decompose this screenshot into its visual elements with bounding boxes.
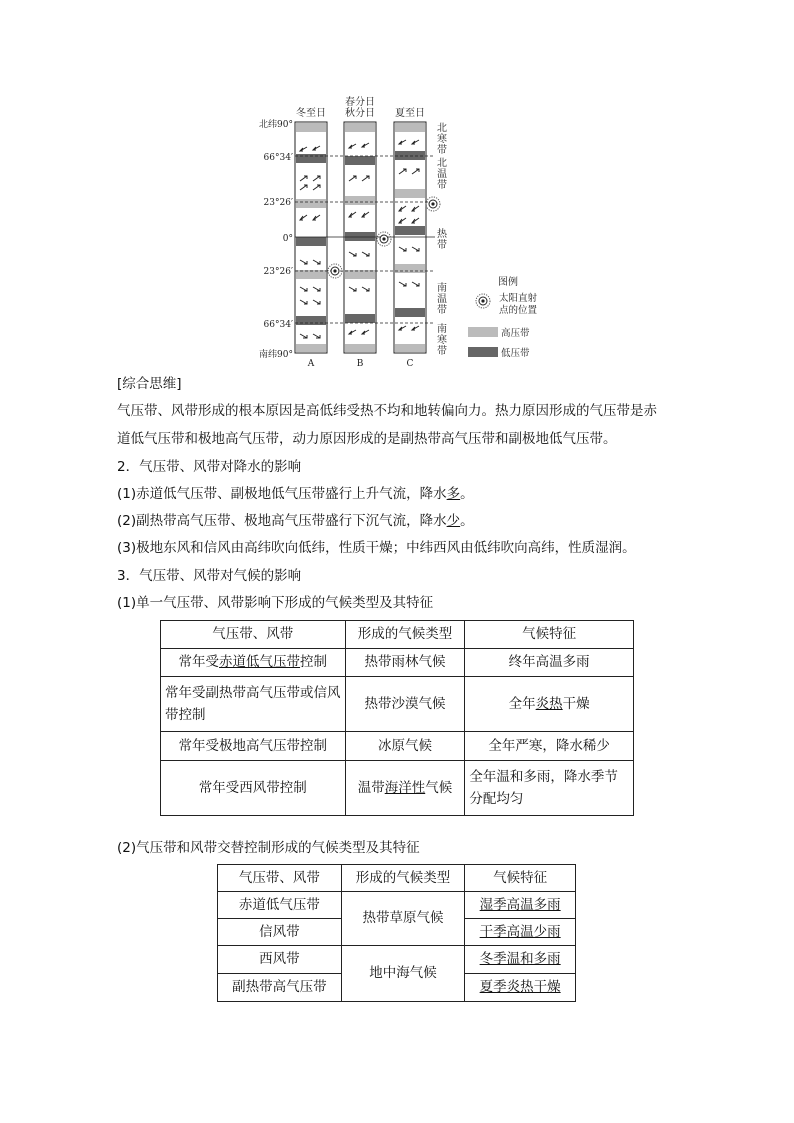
text: (1)赤道低气压带、副极地低气压带盛行上升气流，降水 <box>117 486 447 502</box>
underlined-answer: 多 <box>446 486 461 502</box>
underlined-answer: 海洋性 <box>384 779 426 796</box>
text: 。 <box>460 513 474 529</box>
zone-north-frigid: 北 <box>437 123 447 134</box>
sub-heading-2: (2)气压带和风带交替控制形成的气候类型及其特征 <box>117 840 420 856</box>
lat-label: 0° <box>282 234 293 244</box>
table-header: 气候特征 <box>465 865 576 892</box>
paragraph-line: 道低气压带和极地高气压带，动力原因形成的是副热带高气压带和副极地低气压带。 <box>117 431 617 447</box>
column-b <box>344 122 376 353</box>
table-cell: 全年严寒，降水稀少 <box>465 732 634 761</box>
table-cell: 热带沙漠气候 <box>345 677 465 732</box>
text: (2)副热带高气压带、极地高气压带盛行下沉气流，降水 <box>117 513 447 529</box>
col-header-c: 夏至日 <box>395 108 425 119</box>
legend-low-label: 低压带 <box>501 348 530 359</box>
zone-labels <box>437 122 448 357</box>
underlined-answer: 冬季温和多雨 <box>479 951 561 967</box>
underlined-answer: 赤道低气压带 <box>219 654 301 670</box>
sun-direct-point-icon <box>377 232 391 246</box>
table-cell: 冰原气候 <box>345 732 465 761</box>
list-item-1 <box>117 485 474 503</box>
col-footer-a: A <box>307 359 315 369</box>
legend-sun-line2: 点的位置 <box>499 305 538 316</box>
lat-label: 23°26′ <box>263 198 293 208</box>
list-item-3: (3)极地东风和信风由高纬吹向低纬，性质干燥；中纬西风由低纬吹向高纬，性质湿润。 <box>117 540 636 556</box>
table-cell: 副热带高气压带 <box>218 974 342 1002</box>
list-item-2 <box>117 512 474 530</box>
pressure-wind-belt-diagram <box>250 94 560 372</box>
legend-sun-line1: 太阳直射 <box>499 293 538 304</box>
table-header: 气压带、风带 <box>161 621 346 649</box>
heading-3: 3．气压带、风带对气候的影响 <box>117 568 302 584</box>
zone-south-frigid: 寒 <box>437 335 447 346</box>
climate-table-alternating <box>217 864 576 1002</box>
table-cell <box>465 946 576 974</box>
zone-south-temperate: 南 <box>437 283 447 294</box>
legend-low-swatch <box>468 347 498 357</box>
text: 温带 <box>357 779 385 796</box>
legend <box>468 275 538 359</box>
lat-label: 66°34′ <box>263 153 293 163</box>
heading-2: 2．气压带、风带对降水的影响 <box>117 459 302 475</box>
lat-label: 23°26′ <box>263 267 293 277</box>
underlined-answer: 少 <box>446 513 461 529</box>
text: 全年 <box>508 695 536 712</box>
lat-label: 南纬90° <box>259 350 293 360</box>
zone-north-frigid: 带 <box>437 145 447 156</box>
paragraph-line: 气压带、风带形成的根本原因是高低纬受热不均和地转偏向力。热力原因形成的气压带是赤 <box>117 403 657 419</box>
sun-direct-point-icon <box>476 294 490 308</box>
zone-north-temperate: 带 <box>437 180 447 191</box>
latitude-labels <box>259 118 293 360</box>
zone-north-temperate: 温 <box>437 169 447 180</box>
col-header-b-line1: 春分日 <box>345 97 375 108</box>
table-header: 形成的气候类型 <box>341 865 465 892</box>
text: 控制 <box>300 654 328 670</box>
col-footer-c: C <box>406 359 414 369</box>
table-cell <box>465 677 634 732</box>
text: 干燥 <box>562 695 590 712</box>
climate-table-single <box>160 620 634 816</box>
table-header: 气候特征 <box>465 621 634 649</box>
text: 。 <box>460 486 474 502</box>
table-cell <box>465 919 576 946</box>
table-cell: 常年受极地高气压带控制 <box>161 732 346 761</box>
table-cell <box>345 761 465 816</box>
underlined-answer: 炎热 <box>535 695 563 712</box>
table-header: 气压带、风带 <box>218 865 342 892</box>
legend-high-label: 高压带 <box>501 328 530 339</box>
table-cell <box>465 892 576 919</box>
sun-direct-point-icon <box>426 197 440 211</box>
table-cell: 全年温和多雨，降水季节分配均匀 <box>465 761 634 816</box>
lat-label: 北纬90° <box>259 120 293 130</box>
sub-heading-1: (1)单一气压带、风带影响下形成的气候类型及其特征 <box>117 595 434 611</box>
zone-south-temperate: 带 <box>437 305 447 316</box>
table-cell: 赤道低气压带 <box>218 892 342 919</box>
underlined-answer: 湿季高温多雨 <box>479 896 561 913</box>
table-cell-merged: 地中海气候 <box>341 946 465 1002</box>
table-cell: 信风带 <box>218 919 342 946</box>
text: 气候 <box>425 779 453 796</box>
section-title: [综合思维] <box>117 376 182 392</box>
legend-title: 图例 <box>498 277 518 288</box>
lat-label: 66°34′ <box>263 320 293 330</box>
underlined-answer: 夏季炎热干燥 <box>479 979 561 995</box>
col-header-b-line2: 秋分日 <box>345 108 375 119</box>
zone-south-temperate: 温 <box>437 294 447 305</box>
column-c <box>394 122 426 353</box>
col-header-a: 冬至日 <box>296 108 326 119</box>
table-cell: 西风带 <box>218 946 342 974</box>
zone-south-frigid: 南 <box>437 324 447 335</box>
table-cell: 常年受西风带控制 <box>161 761 346 816</box>
zone-north-temperate: 北 <box>437 158 447 169</box>
table-cell <box>465 974 576 1002</box>
col-footer-b: B <box>356 359 364 369</box>
table-cell: 常年受副热带高气压带或信风带控制 <box>161 677 346 732</box>
table-header: 形成的气候类型 <box>345 621 465 649</box>
table-cell <box>161 649 346 677</box>
zone-north-frigid: 寒 <box>437 134 447 145</box>
column-a <box>295 122 327 353</box>
legend-high-swatch <box>468 327 498 337</box>
zone-tropical: 带 <box>437 240 447 251</box>
underlined-answer: 干季高温少雨 <box>479 923 561 940</box>
table-cell-merged: 热带草原气候 <box>341 892 465 946</box>
text: 常年受 <box>178 654 220 670</box>
table-cell: 终年高温多雨 <box>465 649 634 677</box>
zone-tropical: 热 <box>437 229 447 240</box>
table-cell: 热带雨林气候 <box>345 649 465 677</box>
zone-south-frigid: 带 <box>437 346 447 357</box>
